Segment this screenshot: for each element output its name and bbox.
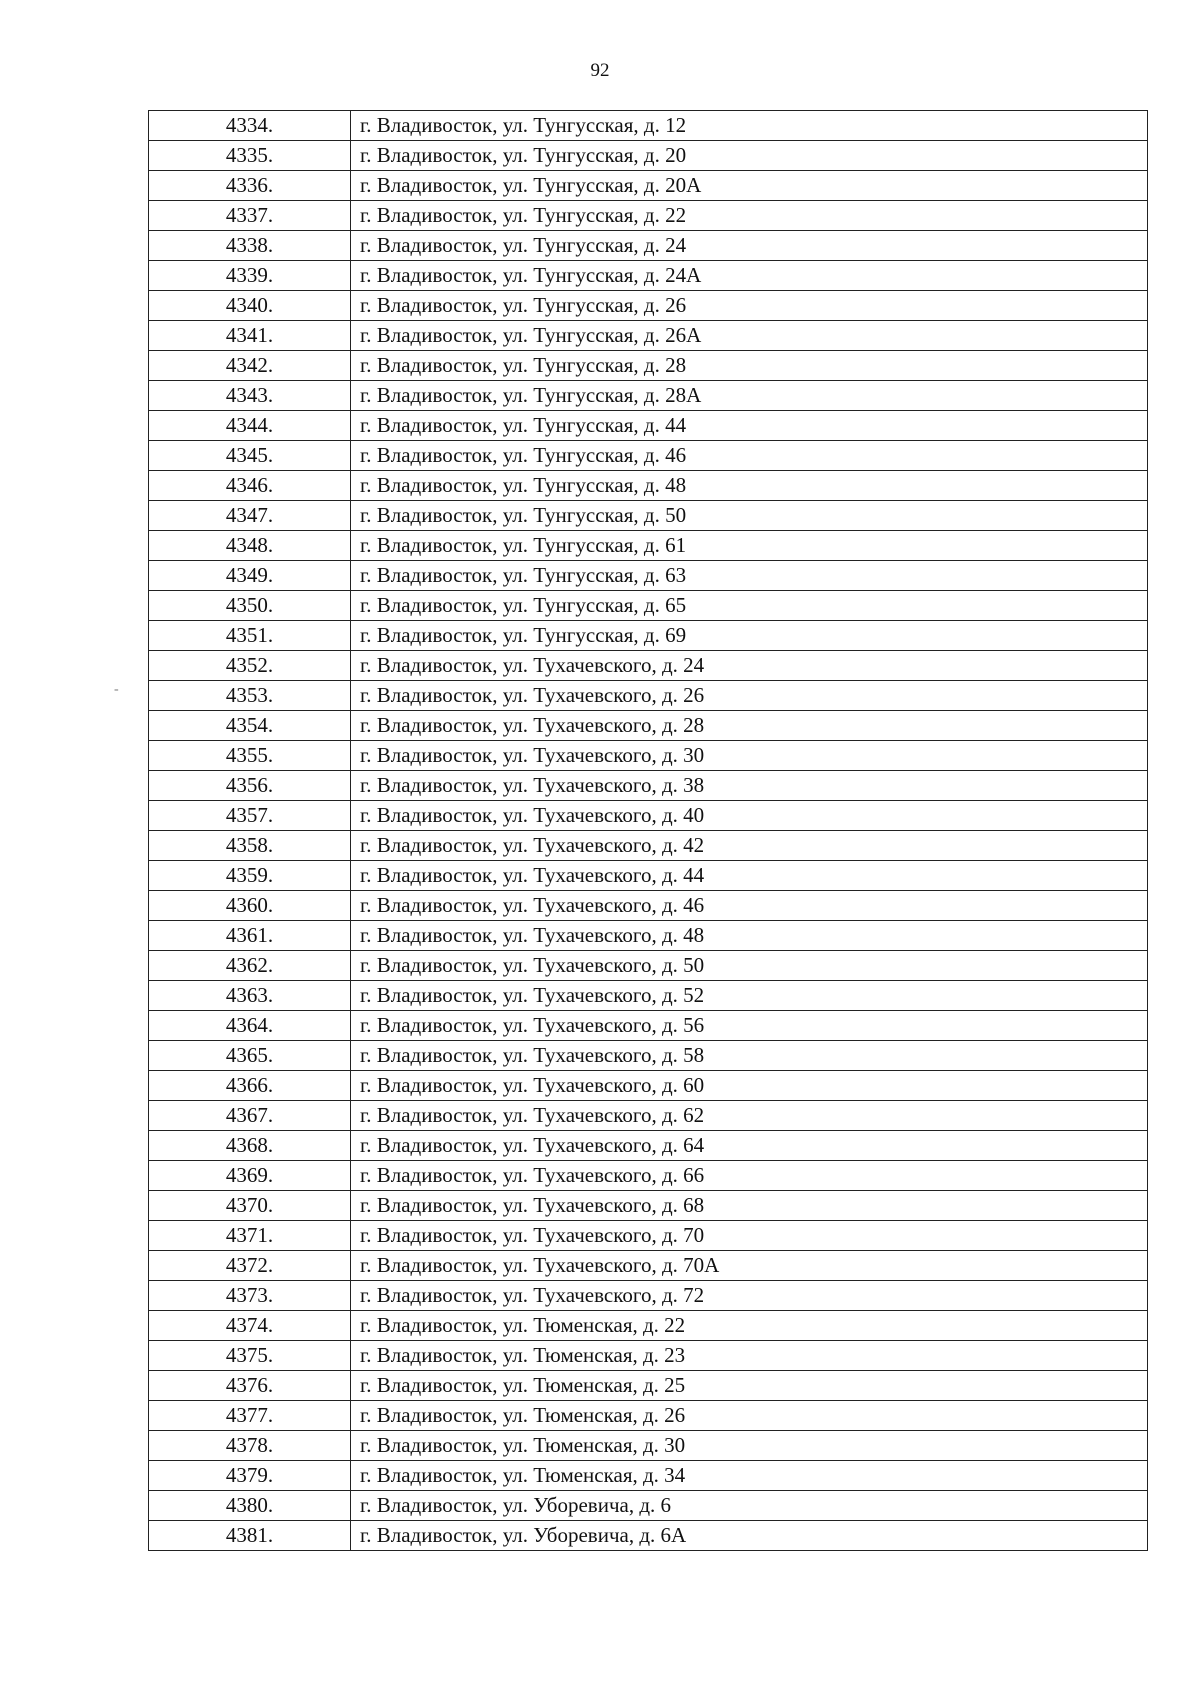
address-cell: г. Владивосток, ул. Тухачевского, д. 26 bbox=[351, 681, 1148, 711]
address-cell: г. Владивосток, ул. Тунгусская, д. 61 bbox=[351, 531, 1148, 561]
row-number-cell: 4352. bbox=[149, 651, 351, 681]
table-row bbox=[149, 1251, 1148, 1281]
address-cell: г. Владивосток, ул. Тунгусская, д. 12 bbox=[351, 111, 1148, 141]
address-cell: г. Владивосток, ул. Тунгусская, д. 20 bbox=[351, 141, 1148, 171]
address-cell: г. Владивосток, ул. Тунгусская, д. 46 bbox=[351, 441, 1148, 471]
table-row bbox=[149, 711, 1148, 741]
address-cell: г. Владивосток, ул. Тухачевского, д. 42 bbox=[351, 831, 1148, 861]
address-cell: г. Владивосток, ул. Тюменская, д. 26 bbox=[351, 1401, 1148, 1431]
address-cell: г. Владивосток, ул. Тухачевского, д. 72 bbox=[351, 1281, 1148, 1311]
table-row bbox=[149, 381, 1148, 411]
table-row bbox=[149, 981, 1148, 1011]
address-cell: г. Владивосток, ул. Тунгусская, д. 28А bbox=[351, 381, 1148, 411]
table-row bbox=[149, 351, 1148, 381]
table-row bbox=[149, 921, 1148, 951]
table-row bbox=[149, 1521, 1148, 1551]
row-number-cell: 4377. bbox=[149, 1401, 351, 1431]
row-number-cell: 4340. bbox=[149, 291, 351, 321]
row-number-cell: 4361. bbox=[149, 921, 351, 951]
table-row bbox=[149, 651, 1148, 681]
table-row bbox=[149, 1071, 1148, 1101]
table-row bbox=[149, 1491, 1148, 1521]
address-cell: г. Владивосток, ул. Тунгусская, д. 24А bbox=[351, 261, 1148, 291]
address-cell: г. Владивосток, ул. Тухачевского, д. 48 bbox=[351, 921, 1148, 951]
address-cell: г. Владивосток, ул. Тунгусская, д. 65 bbox=[351, 591, 1148, 621]
row-number-cell: 4343. bbox=[149, 381, 351, 411]
row-number-cell: 4381. bbox=[149, 1521, 351, 1551]
address-cell: г. Владивосток, ул. Тунгусская, д. 63 bbox=[351, 561, 1148, 591]
address-cell: г. Владивосток, ул. Тюменская, д. 30 bbox=[351, 1431, 1148, 1461]
address-cell: г. Владивосток, ул. Тунгусская, д. 28 bbox=[351, 351, 1148, 381]
table-row bbox=[149, 621, 1148, 651]
row-number-cell: 4353. bbox=[149, 681, 351, 711]
table-row bbox=[149, 1101, 1148, 1131]
address-cell: г. Владивосток, ул. Тухачевского, д. 52 bbox=[351, 981, 1148, 1011]
row-number-cell: 4337. bbox=[149, 201, 351, 231]
table-row bbox=[149, 1461, 1148, 1491]
table-row bbox=[149, 1281, 1148, 1311]
row-number-cell: 4345. bbox=[149, 441, 351, 471]
address-cell: г. Владивосток, ул. Тухачевского, д. 44 bbox=[351, 861, 1148, 891]
address-table bbox=[148, 110, 1148, 1551]
table-row bbox=[149, 531, 1148, 561]
table-row bbox=[149, 141, 1148, 171]
row-number-cell: 4342. bbox=[149, 351, 351, 381]
table-row bbox=[149, 321, 1148, 351]
margin-mark: - bbox=[114, 682, 119, 697]
address-cell: г. Владивосток, ул. Тухачевского, д. 40 bbox=[351, 801, 1148, 831]
table-row bbox=[149, 441, 1148, 471]
row-number-cell: 4373. bbox=[149, 1281, 351, 1311]
table-row bbox=[149, 1311, 1148, 1341]
address-cell: г. Владивосток, ул. Тухачевского, д. 50 bbox=[351, 951, 1148, 981]
table-row bbox=[149, 1131, 1148, 1161]
address-cell: г. Владивосток, ул. Тухачевского, д. 68 bbox=[351, 1191, 1148, 1221]
address-cell: г. Владивосток, ул. Тунгусская, д. 44 bbox=[351, 411, 1148, 441]
address-cell: г. Владивосток, ул. Тюменская, д. 23 bbox=[351, 1341, 1148, 1371]
row-number-cell: 4378. bbox=[149, 1431, 351, 1461]
row-number-cell: 4350. bbox=[149, 591, 351, 621]
row-number-cell: 4376. bbox=[149, 1371, 351, 1401]
row-number-cell: 4359. bbox=[149, 861, 351, 891]
address-cell: г. Владивосток, ул. Тунгусская, д. 50 bbox=[351, 501, 1148, 531]
table-row bbox=[149, 501, 1148, 531]
row-number-cell: 4351. bbox=[149, 621, 351, 651]
row-number-cell: 4368. bbox=[149, 1131, 351, 1161]
row-number-cell: 4365. bbox=[149, 1041, 351, 1071]
address-cell: г. Владивосток, ул. Тюменская, д. 34 bbox=[351, 1461, 1148, 1491]
table-row bbox=[149, 201, 1148, 231]
row-number-cell: 4355. bbox=[149, 741, 351, 771]
row-number-cell: 4344. bbox=[149, 411, 351, 441]
row-number-cell: 4339. bbox=[149, 261, 351, 291]
address-cell: г. Владивосток, ул. Тухачевского, д. 24 bbox=[351, 651, 1148, 681]
address-cell: г. Владивосток, ул. Тухачевского, д. 46 bbox=[351, 891, 1148, 921]
table-row bbox=[149, 291, 1148, 321]
row-number-cell: 4356. bbox=[149, 771, 351, 801]
table-row bbox=[149, 561, 1148, 591]
row-number-cell: 4379. bbox=[149, 1461, 351, 1491]
row-number-cell: 4346. bbox=[149, 471, 351, 501]
table-row bbox=[149, 1041, 1148, 1071]
address-cell: г. Владивосток, ул. Тухачевского, д. 58 bbox=[351, 1041, 1148, 1071]
row-number-cell: 4374. bbox=[149, 1311, 351, 1341]
address-cell: г. Владивосток, ул. Тунгусская, д. 26А bbox=[351, 321, 1148, 351]
table-row bbox=[149, 471, 1148, 501]
address-table-body bbox=[149, 111, 1148, 1551]
row-number-cell: 4338. bbox=[149, 231, 351, 261]
address-cell: г. Владивосток, ул. Тунгусская, д. 20А bbox=[351, 171, 1148, 201]
row-number-cell: 4354. bbox=[149, 711, 351, 741]
row-number-cell: 4357. bbox=[149, 801, 351, 831]
table-row bbox=[149, 1011, 1148, 1041]
address-cell: г. Владивосток, ул. Уборевича, д. 6 bbox=[351, 1491, 1148, 1521]
table-row bbox=[149, 1401, 1148, 1431]
address-cell: г. Владивосток, ул. Тунгусская, д. 48 bbox=[351, 471, 1148, 501]
page-number: 92 bbox=[590, 60, 610, 81]
row-number-cell: 4347. bbox=[149, 501, 351, 531]
row-number-cell: 4335. bbox=[149, 141, 351, 171]
row-number-cell: 4371. bbox=[149, 1221, 351, 1251]
address-cell: г. Владивосток, ул. Уборевича, д. 6А bbox=[351, 1521, 1148, 1551]
row-number-cell: 4360. bbox=[149, 891, 351, 921]
row-number-cell: 4366. bbox=[149, 1071, 351, 1101]
table-row bbox=[149, 1161, 1148, 1191]
row-number-cell: 4375. bbox=[149, 1341, 351, 1371]
table-row bbox=[149, 861, 1148, 891]
row-number-cell: 4358. bbox=[149, 831, 351, 861]
address-cell: г. Владивосток, ул. Тухачевского, д. 28 bbox=[351, 711, 1148, 741]
address-cell: г. Владивосток, ул. Тунгусская, д. 22 bbox=[351, 201, 1148, 231]
address-cell: г. Владивосток, ул. Тюменская, д. 25 bbox=[351, 1371, 1148, 1401]
address-cell: г. Владивосток, ул. Тухачевского, д. 30 bbox=[351, 741, 1148, 771]
table-row bbox=[149, 771, 1148, 801]
table-row bbox=[149, 681, 1148, 711]
table-row bbox=[149, 1431, 1148, 1461]
table-row bbox=[149, 1191, 1148, 1221]
table-row bbox=[149, 591, 1148, 621]
table-row bbox=[149, 831, 1148, 861]
table-row bbox=[149, 111, 1148, 141]
row-number-cell: 4349. bbox=[149, 561, 351, 591]
table-row bbox=[149, 891, 1148, 921]
table-row bbox=[149, 261, 1148, 291]
table-row bbox=[149, 801, 1148, 831]
address-cell: г. Владивосток, ул. Тухачевского, д. 38 bbox=[351, 771, 1148, 801]
table-row bbox=[149, 231, 1148, 261]
address-cell: г. Владивосток, ул. Тухачевского, д. 56 bbox=[351, 1011, 1148, 1041]
row-number-cell: 4362. bbox=[149, 951, 351, 981]
table-row bbox=[149, 951, 1148, 981]
address-cell: г. Владивосток, ул. Тухачевского, д. 62 bbox=[351, 1101, 1148, 1131]
row-number-cell: 4334. bbox=[149, 111, 351, 141]
row-number-cell: 4369. bbox=[149, 1161, 351, 1191]
row-number-cell: 4380. bbox=[149, 1491, 351, 1521]
row-number-cell: 4348. bbox=[149, 531, 351, 561]
address-cell: г. Владивосток, ул. Тунгусская, д. 69 bbox=[351, 621, 1148, 651]
table-row bbox=[149, 1341, 1148, 1371]
address-cell: г. Владивосток, ул. Тюменская, д. 22 bbox=[351, 1311, 1148, 1341]
address-cell: г. Владивосток, ул. Тухачевского, д. 66 bbox=[351, 1161, 1148, 1191]
row-number-cell: 4336. bbox=[149, 171, 351, 201]
table-row bbox=[149, 1221, 1148, 1251]
table-row bbox=[149, 1371, 1148, 1401]
row-number-cell: 4367. bbox=[149, 1101, 351, 1131]
row-number-cell: 4363. bbox=[149, 981, 351, 1011]
address-cell: г. Владивосток, ул. Тухачевского, д. 64 bbox=[351, 1131, 1148, 1161]
table-row bbox=[149, 411, 1148, 441]
address-cell: г. Владивосток, ул. Тухачевского, д. 60 bbox=[351, 1071, 1148, 1101]
row-number-cell: 4370. bbox=[149, 1191, 351, 1221]
row-number-cell: 4372. bbox=[149, 1251, 351, 1281]
table-row bbox=[149, 741, 1148, 771]
table-row bbox=[149, 171, 1148, 201]
address-cell: г. Владивосток, ул. Тунгусская, д. 26 bbox=[351, 291, 1148, 321]
address-cell: г. Владивосток, ул. Тухачевского, д. 70 bbox=[351, 1221, 1148, 1251]
row-number-cell: 4341. bbox=[149, 321, 351, 351]
row-number-cell: 4364. bbox=[149, 1011, 351, 1041]
address-cell: г. Владивосток, ул. Тунгусская, д. 24 bbox=[351, 231, 1148, 261]
address-cell: г. Владивосток, ул. Тухачевского, д. 70А bbox=[351, 1251, 1148, 1281]
